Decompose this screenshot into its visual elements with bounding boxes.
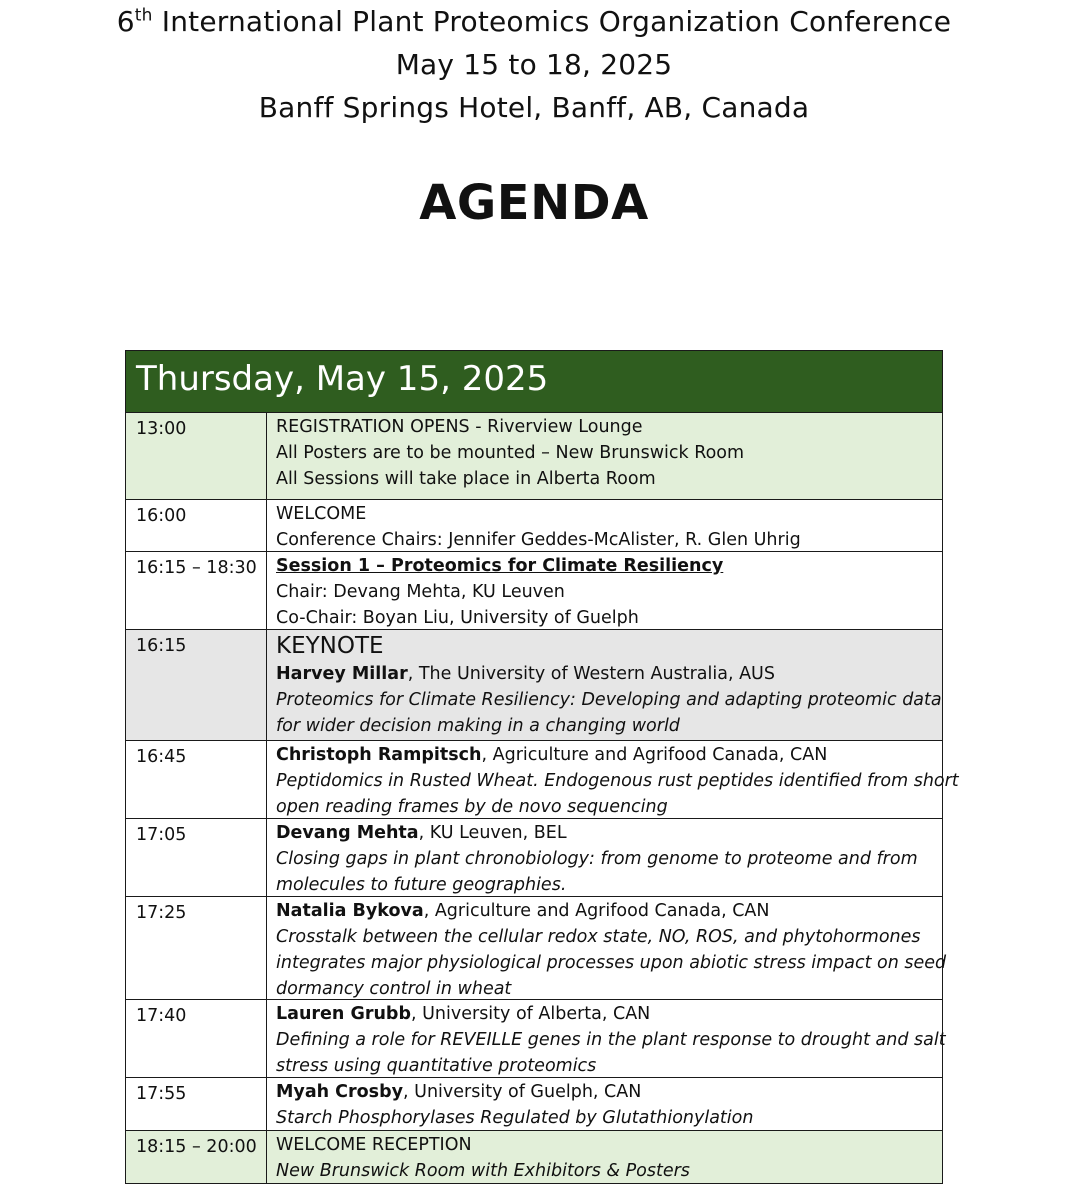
speaker-affiliation: , Agriculture and Agrifood Canada, CAN bbox=[423, 901, 770, 921]
speaker-line bbox=[276, 820, 936, 846]
agenda-row bbox=[126, 1000, 946, 1078]
talk-title: Defining a role for REVEILLE genes in the plant response to drought and salt bbox=[276, 1030, 946, 1050]
row-time: 17:55 bbox=[126, 1078, 267, 1130]
row-time: 16:00 bbox=[126, 500, 267, 551]
row-time: 13:00 bbox=[126, 413, 267, 499]
keynote-label: KEYNOTE bbox=[276, 633, 384, 659]
row-content bbox=[267, 741, 965, 818]
speaker-name: Natalia Bykova bbox=[276, 901, 424, 921]
agenda-row bbox=[126, 500, 942, 552]
speaker-affiliation: , University of Guelph, CAN bbox=[403, 1082, 642, 1102]
row-time: 17:05 bbox=[126, 819, 267, 896]
agenda-row bbox=[126, 897, 947, 1000]
talk-title: integrates major physiological processes upon abiotic stress impact on seed bbox=[276, 953, 947, 973]
talk-title: dormancy control in wheat bbox=[276, 979, 512, 999]
row-time: 18:15 – 20:00 bbox=[126, 1131, 267, 1183]
row-content bbox=[267, 1078, 942, 1130]
conference-title bbox=[0, 0, 1068, 43]
agenda-row-keynote bbox=[126, 630, 942, 741]
conference-ordinal: 6 bbox=[116, 5, 135, 38]
row-content bbox=[267, 819, 942, 896]
agenda-row bbox=[126, 1131, 942, 1183]
agenda-row bbox=[126, 819, 942, 897]
reception-title: WELCOME RECEPTION bbox=[276, 1135, 472, 1155]
day-header: Thursday, May 15, 2025 bbox=[126, 351, 942, 413]
row-line: REGISTRATION OPENS - Riverview Lounge bbox=[276, 417, 643, 437]
conference-dates: May 15 to 18, 2025 bbox=[395, 48, 673, 81]
agenda-row bbox=[126, 552, 942, 630]
talk-title: molecules to future geographies. bbox=[276, 875, 567, 895]
agenda-row bbox=[126, 741, 959, 819]
row-time: 16:45 bbox=[126, 741, 267, 818]
conference-name: International Plant Proteomics Organization Conference bbox=[161, 5, 952, 38]
reception-location: New Brunswick Room with Exhibitors & Posters bbox=[276, 1161, 690, 1181]
agenda-row bbox=[126, 1078, 942, 1131]
session-co-chair: Co-Chair: Boyan Liu, University of Guelph bbox=[276, 608, 639, 628]
speaker-line bbox=[276, 1001, 946, 1027]
talk-title: Proteomics for Climate Resiliency: Developing and adapting proteomic data bbox=[276, 690, 942, 710]
row-line: All Sessions will take place in Alberta Room bbox=[276, 469, 656, 489]
row-time: 16:15 – 18:30 bbox=[126, 552, 267, 629]
row-time: 17:40 bbox=[126, 1000, 267, 1077]
speaker-affiliation: , KU Leuven, BEL bbox=[418, 823, 567, 843]
session-title: Session 1 – Proteomics for Climate Resiliency bbox=[276, 556, 724, 576]
talk-title: Crosstalk between the cellular redox state, NO, ROS, and phytohormones bbox=[276, 927, 921, 947]
speaker-name: Devang Mehta bbox=[276, 823, 419, 843]
row-content bbox=[267, 500, 942, 551]
row-line: WELCOME bbox=[276, 504, 367, 524]
row-line: All Posters are to be mounted – New Brunswick Room bbox=[276, 443, 745, 463]
page-title: AGENDA bbox=[419, 175, 649, 231]
talk-title: stress using quantitative proteomics bbox=[276, 1056, 597, 1076]
conference-ordinal-suffix: th bbox=[134, 5, 153, 26]
session-chair: Chair: Devang Mehta, KU Leuven bbox=[276, 582, 565, 602]
row-content bbox=[267, 897, 952, 999]
speaker-name: Harvey Millar bbox=[276, 664, 408, 684]
talk-title: open reading frames by de novo sequencing bbox=[276, 797, 668, 817]
row-content bbox=[267, 552, 942, 629]
conference-venue: Banff Springs Hotel, Banff, AB, Canada bbox=[258, 91, 810, 124]
speaker-name: Christoph Rampitsch bbox=[276, 745, 482, 765]
talk-title: Closing gaps in plant chronobiology: from genome to proteome and from bbox=[276, 849, 918, 869]
speaker-line bbox=[276, 898, 946, 924]
talk-title: for wider decision making in a changing world bbox=[276, 716, 680, 736]
conference-header bbox=[0, 0, 1068, 129]
speaker-name: Lauren Grubb bbox=[276, 1004, 411, 1024]
row-content bbox=[267, 630, 948, 740]
speaker-line bbox=[276, 661, 942, 687]
row-time: 17:25 bbox=[126, 897, 267, 999]
speaker-affiliation: , University of Alberta, CAN bbox=[410, 1004, 651, 1024]
agenda-row bbox=[126, 413, 942, 500]
speaker-name: Myah Crosby bbox=[276, 1082, 404, 1102]
talk-title: Peptidomics in Rusted Wheat. Endogenous rust peptides identified from short bbox=[276, 771, 959, 791]
row-content bbox=[267, 1000, 952, 1077]
row-content bbox=[267, 1131, 942, 1183]
speaker-affiliation: , Agriculture and Agrifood Canada, CAN bbox=[481, 745, 828, 765]
row-line: Conference Chairs: Jennifer Geddes-McAlister, R. Glen Uhrig bbox=[276, 530, 801, 550]
speaker-line bbox=[276, 742, 959, 768]
talk-title: Starch Phosphorylases Regulated by Glutathionylation bbox=[276, 1108, 754, 1128]
row-time: 16:15 bbox=[126, 630, 267, 740]
agenda-table bbox=[125, 350, 959, 1184]
speaker-affiliation: , The University of Western Australia, AUS bbox=[407, 664, 775, 684]
speaker-line bbox=[276, 1079, 936, 1105]
row-content bbox=[267, 413, 942, 499]
